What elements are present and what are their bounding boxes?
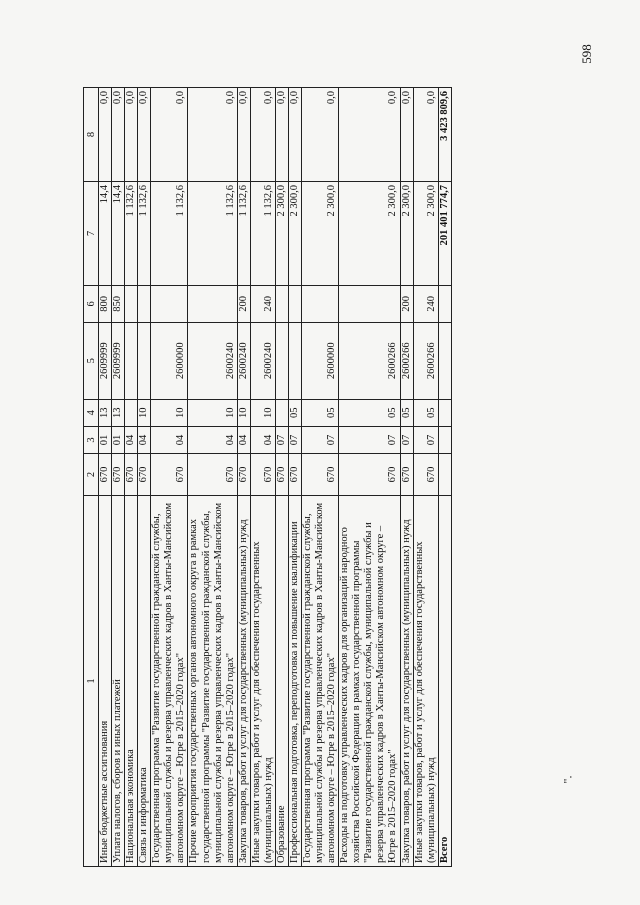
total-label: Всего <box>438 496 451 867</box>
table-cell: 07 <box>400 426 413 453</box>
table-cell: 0,0 <box>237 88 250 182</box>
table-cell: 2 300,0 <box>339 182 400 286</box>
header-cell: 6 <box>84 285 99 322</box>
table-row <box>188 88 237 867</box>
table-cell: 2600266 <box>339 322 400 399</box>
table-cell: 2600266 <box>413 322 438 399</box>
table-cell: 850 <box>112 285 125 322</box>
table-cell: 04 <box>188 426 237 453</box>
table-cell <box>288 322 301 399</box>
table-cell: 05 <box>400 399 413 426</box>
row-label: Закупка товаров, работ и услуг для государственных (муниципальных) нужд <box>237 496 250 867</box>
table-row <box>302 88 339 867</box>
table-cell <box>438 399 451 426</box>
table-cell: 0,0 <box>302 88 339 182</box>
table-cell: 1 132,6 <box>237 182 250 286</box>
table-cell <box>275 285 288 322</box>
row-label: Прочие мероприятия государственных органов автономного округа в рамках государственной программы "Развитие государственной гражданской службы, муниципальной службы и резерва управленческих кадров в Ханты-Мансийском автономном округе – Югре в 2015–2020 годах" <box>188 496 237 867</box>
table-cell: 07 <box>288 426 301 453</box>
table-cell: 04 <box>138 426 151 453</box>
table-cell: 200 <box>400 285 413 322</box>
table-row <box>99 88 112 867</box>
table-cell: 2600266 <box>400 322 413 399</box>
total-amount-7: 201 401 774,7 <box>438 182 451 286</box>
header-cell: 4 <box>84 399 99 426</box>
table-cell: 14,4 <box>112 182 125 286</box>
table-cell: 05 <box>413 399 438 426</box>
table-cell: 670 <box>112 454 125 496</box>
table-cell: 2 300,0 <box>288 182 301 286</box>
table-cell: 0,0 <box>151 88 188 182</box>
table-cell: 0,0 <box>188 88 237 182</box>
table-cell: 10 <box>237 399 250 426</box>
table-cell: 670 <box>99 454 112 496</box>
table-cell: 07 <box>275 426 288 453</box>
table-cell: 670 <box>288 454 301 496</box>
table-row <box>275 88 288 867</box>
table-cell: 0,0 <box>99 88 112 182</box>
table-cell: 13 <box>99 399 112 426</box>
row-label: Образование <box>275 496 288 867</box>
header-cell: 7 <box>84 182 99 286</box>
table-cell <box>125 285 138 322</box>
table-cell: 0,0 <box>112 88 125 182</box>
table-cell: 07 <box>302 426 339 453</box>
table-cell: 670 <box>188 454 237 496</box>
table-cell: 670 <box>413 454 438 496</box>
table-cell: 0,0 <box>138 88 151 182</box>
table-row <box>288 88 301 867</box>
table-cell: 240 <box>250 285 275 322</box>
table-cell: 670 <box>339 454 400 496</box>
table-cell <box>288 285 301 322</box>
table-cell <box>302 285 339 322</box>
table-cell: 14,4 <box>99 182 112 286</box>
row-label: Закупка товаров, работ и услуг для государственных (муниципальных) нужд <box>400 496 413 867</box>
row-label: Иные бюджетные ассигнования <box>99 496 112 867</box>
table-cell <box>188 285 237 322</box>
table-cell: 01 <box>99 426 112 453</box>
row-label: Связь и информатика <box>138 496 151 867</box>
table-cell: 05 <box>288 399 301 426</box>
table-cell <box>138 285 151 322</box>
table-row <box>413 88 438 867</box>
table-cell <box>125 322 138 399</box>
table-cell: 0,0 <box>275 88 288 182</box>
table-cell: 0,0 <box>413 88 438 182</box>
table-cell: 2 300,0 <box>302 182 339 286</box>
table-cell: 2 300,0 <box>275 182 288 286</box>
table-row <box>112 88 125 867</box>
table-cell: 04 <box>250 426 275 453</box>
table-cell: 07 <box>413 426 438 453</box>
row-label: Расходы на подготовку управленческих кадров для организаций народного хозяйства Российской Федерации в рамках государственной программы "Развитие государственной гражданской службы, муниципальной службы и резерва управленческих кадров в Ханты-Мансийском автономном округе – Югре в 2015–2020 годах" <box>339 496 400 867</box>
table-cell: 04 <box>125 426 138 453</box>
table-cell: 670 <box>125 454 138 496</box>
header-cell: 8 <box>84 88 99 182</box>
row-label: Иные закупки товаров, работ и услуг для обеспечения государственных (муниципальных) нужд <box>250 496 275 867</box>
page-number: 598 <box>578 44 594 64</box>
table-cell <box>438 285 451 322</box>
table-cell: 670 <box>400 454 413 496</box>
table-cell: 0,0 <box>250 88 275 182</box>
table-row <box>400 88 413 867</box>
table-body <box>99 88 439 867</box>
table-cell <box>138 322 151 399</box>
row-label: Государственная программа "Развитие государственной гражданской службы, муниципальной службы и резерва управленческих кадров в Ханты-Мансийском автономном округе – Югре в 2015–2020 годах" <box>151 496 188 867</box>
table-cell: 670 <box>237 454 250 496</box>
table-cell: 04 <box>151 426 188 453</box>
table-cell: 10 <box>138 399 151 426</box>
table-row <box>250 88 275 867</box>
table-cell: 1 132,6 <box>125 182 138 286</box>
table-cell: 2600000 <box>302 322 339 399</box>
table-cell: 670 <box>138 454 151 496</box>
header-cell: 2 <box>84 454 99 496</box>
table-cell: 1 132,6 <box>151 182 188 286</box>
table-cell: 200 <box>237 285 250 322</box>
table-cell: 1 132,6 <box>250 182 275 286</box>
table-cell: 240 <box>413 285 438 322</box>
table-cell: 2600240 <box>237 322 250 399</box>
row-label: Государственная программа "Развитие государственной гражданской службы, муниципальной службы и резерва управленческих кадров в Ханты-Мансийском автономном округе – Югре в 2015–2020 годах" <box>302 496 339 867</box>
table-row <box>151 88 188 867</box>
total-row <box>438 88 451 867</box>
table-row <box>237 88 250 867</box>
header-cell: 3 <box>84 426 99 453</box>
table-cell <box>275 399 288 426</box>
table-cell: 2600240 <box>250 322 275 399</box>
table-cell: 2 300,0 <box>413 182 438 286</box>
table-cell: 07 <box>339 426 400 453</box>
table-cell: 10 <box>188 399 237 426</box>
total-amount-8: 3 423 809,6 <box>438 88 451 182</box>
table-cell: 01 <box>112 426 125 453</box>
table-cell <box>438 322 451 399</box>
table-cell: 0,0 <box>288 88 301 182</box>
table-cell <box>125 399 138 426</box>
table-cell <box>438 426 451 453</box>
table-cell <box>339 285 400 322</box>
table-cell: 670 <box>151 454 188 496</box>
row-label: Национальная экономика <box>125 496 138 867</box>
table-cell: 670 <box>250 454 275 496</box>
table-cell <box>438 454 451 496</box>
header-row <box>84 88 99 867</box>
table-cell: 13 <box>112 399 125 426</box>
header-cell: 1 <box>84 496 99 867</box>
table-cell: 670 <box>275 454 288 496</box>
table-cell: 670 <box>302 454 339 496</box>
table-cell: 2600240 <box>188 322 237 399</box>
table-cell: 10 <box>250 399 275 426</box>
header-cell: 5 <box>84 322 99 399</box>
table-cell: 05 <box>302 399 339 426</box>
table-cell: 2609999 <box>99 322 112 399</box>
table-cell <box>275 322 288 399</box>
table-row <box>138 88 151 867</box>
table-cell: 10 <box>151 399 188 426</box>
table-cell <box>151 285 188 322</box>
row-label: Профессиональная подготовка, переподготовка и повышение квалификации <box>288 496 301 867</box>
table-cell: 1 132,6 <box>188 182 237 286</box>
table-cell: 04 <box>237 426 250 453</box>
table-row <box>125 88 138 867</box>
table-cell: 2600000 <box>151 322 188 399</box>
rotated-table-container <box>83 87 528 867</box>
trailing-mark: ". <box>560 775 575 784</box>
table-cell: 0,0 <box>125 88 138 182</box>
table-cell: 1 132,6 <box>138 182 151 286</box>
table-row <box>339 88 400 867</box>
row-label: Иные закупки товаров, работ и услуг для обеспечения государственных (муниципальных) нужд <box>413 496 438 867</box>
table-cell: 05 <box>339 399 400 426</box>
table-cell: 800 <box>99 285 112 322</box>
table-cell: 2 300,0 <box>400 182 413 286</box>
table-cell: 0,0 <box>400 88 413 182</box>
budget-table <box>83 87 452 867</box>
row-label: Уплата налогов, сборов и иных платежей <box>112 496 125 867</box>
table-cell: 2609999 <box>112 322 125 399</box>
table-cell: 0,0 <box>339 88 400 182</box>
